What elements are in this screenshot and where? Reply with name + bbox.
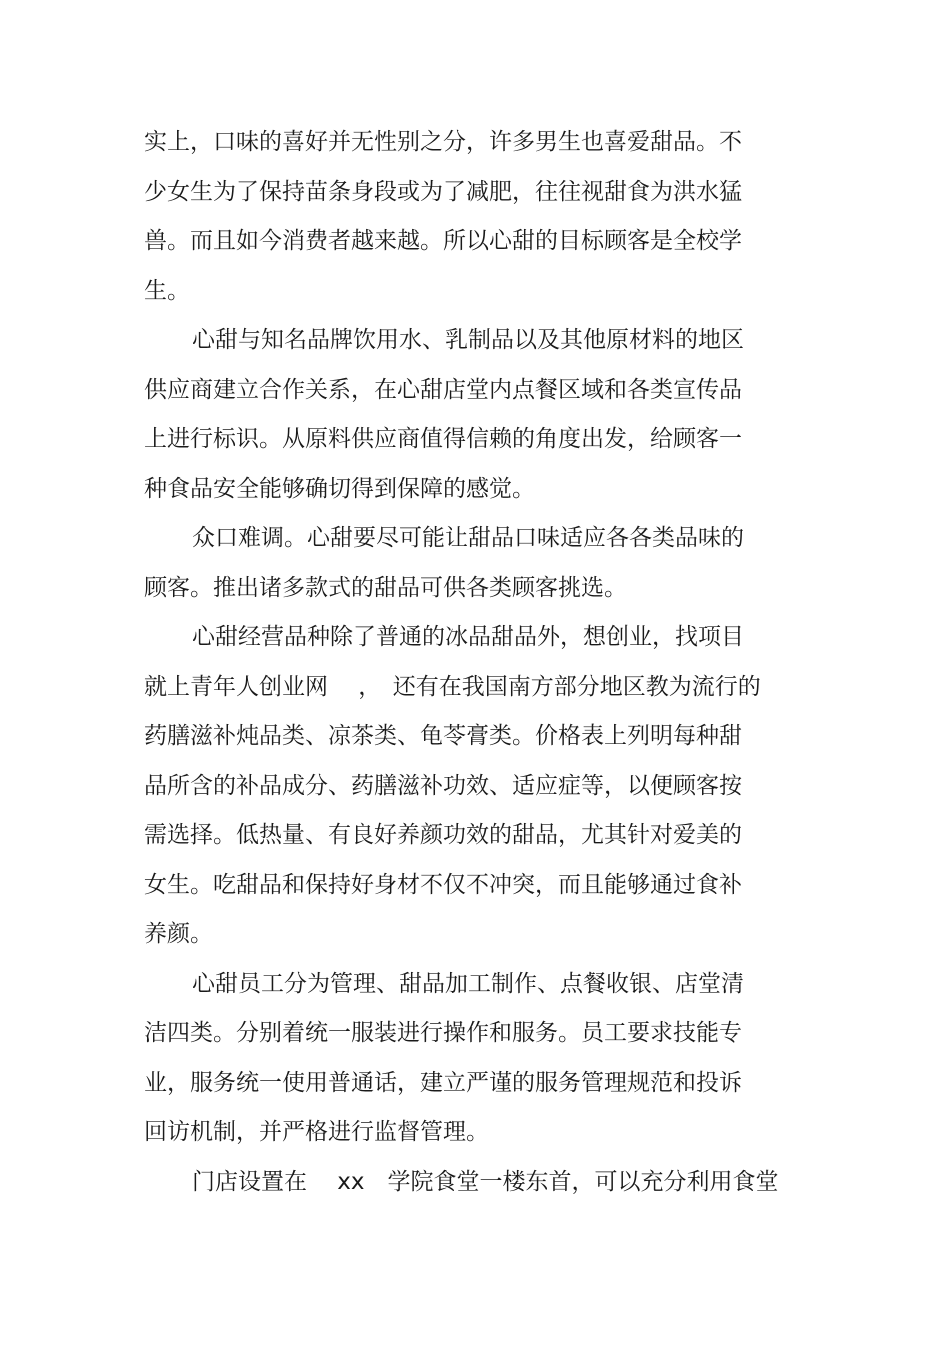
- text-line: 女生。吃甜品和保持好身材不仅不冲突，而且能够通过食补: [144, 871, 742, 898]
- text-line: 洁四类。分别着统一服装进行操作和服务。员工要求技能专: [144, 1020, 742, 1046]
- text-line: 回访机制，并严格进行监督管理。: [144, 1119, 489, 1145]
- text-line: 生。: [144, 277, 190, 304]
- text-line: 心甜经营品种除了普通的冰品甜品外，想创业，找项目: [192, 624, 744, 650]
- text-line: 心甜与知名品牌饮用水、乳制品以及其他原材料的地区: [192, 327, 744, 353]
- text-line: 药膳滋补炖品类、凉茶类、龟苓膏类。价格表上列明每种甜: [144, 723, 742, 749]
- text-line: 需选择。低热量、有良好养颜功效的甜品，尤其针对爱美的: [144, 822, 742, 848]
- text-line: 上进行标识。从原料供应商值得信赖的角度出发，给顾客一: [144, 426, 742, 452]
- text-line: 供应商建立合作关系，在心甜店堂内点餐区域和各类宣传品: [144, 376, 742, 403]
- text-line: 业，服务统一使用普通话，建立严谨的服务管理规范和投诉: [144, 1069, 742, 1096]
- text-line: 门店设置在 xx 学院食堂一楼东首，可以充分利用食堂: [192, 1168, 779, 1195]
- text-line: 养颜。: [144, 921, 213, 947]
- text-line: 少女生为了保持苗条身段或为了减肥，往往视甜食为洪水猛: [144, 178, 742, 205]
- text-line: 兽。而且如今消费者越来越。所以心甜的目标顾客是全校学: [144, 228, 742, 254]
- text-line: 种食品安全能够确切得到保障的感觉。: [144, 475, 535, 502]
- text-line: 实上，口味的喜好并无性别之分，许多男生也喜爱甜品。不: [144, 129, 742, 155]
- text-line: 品所含的补品成分、药膳滋补功效、适应症等，以便顾客按: [144, 772, 742, 799]
- text-line: 顾客。推出诸多款式的甜品可供各类顾客挑选。: [144, 574, 627, 601]
- text-line: 众口难调。心甜要尽可能让甜品口味适应各各类品味的: [192, 525, 744, 551]
- text-line: 就上青年人创业网 ， 还有在我国南方部分地区教为流行的: [144, 673, 761, 700]
- text-line: 心甜员工分为管理、甜品加工制作、点餐收银、店堂清: [192, 970, 744, 997]
- body-text: [144, 118, 784, 1207]
